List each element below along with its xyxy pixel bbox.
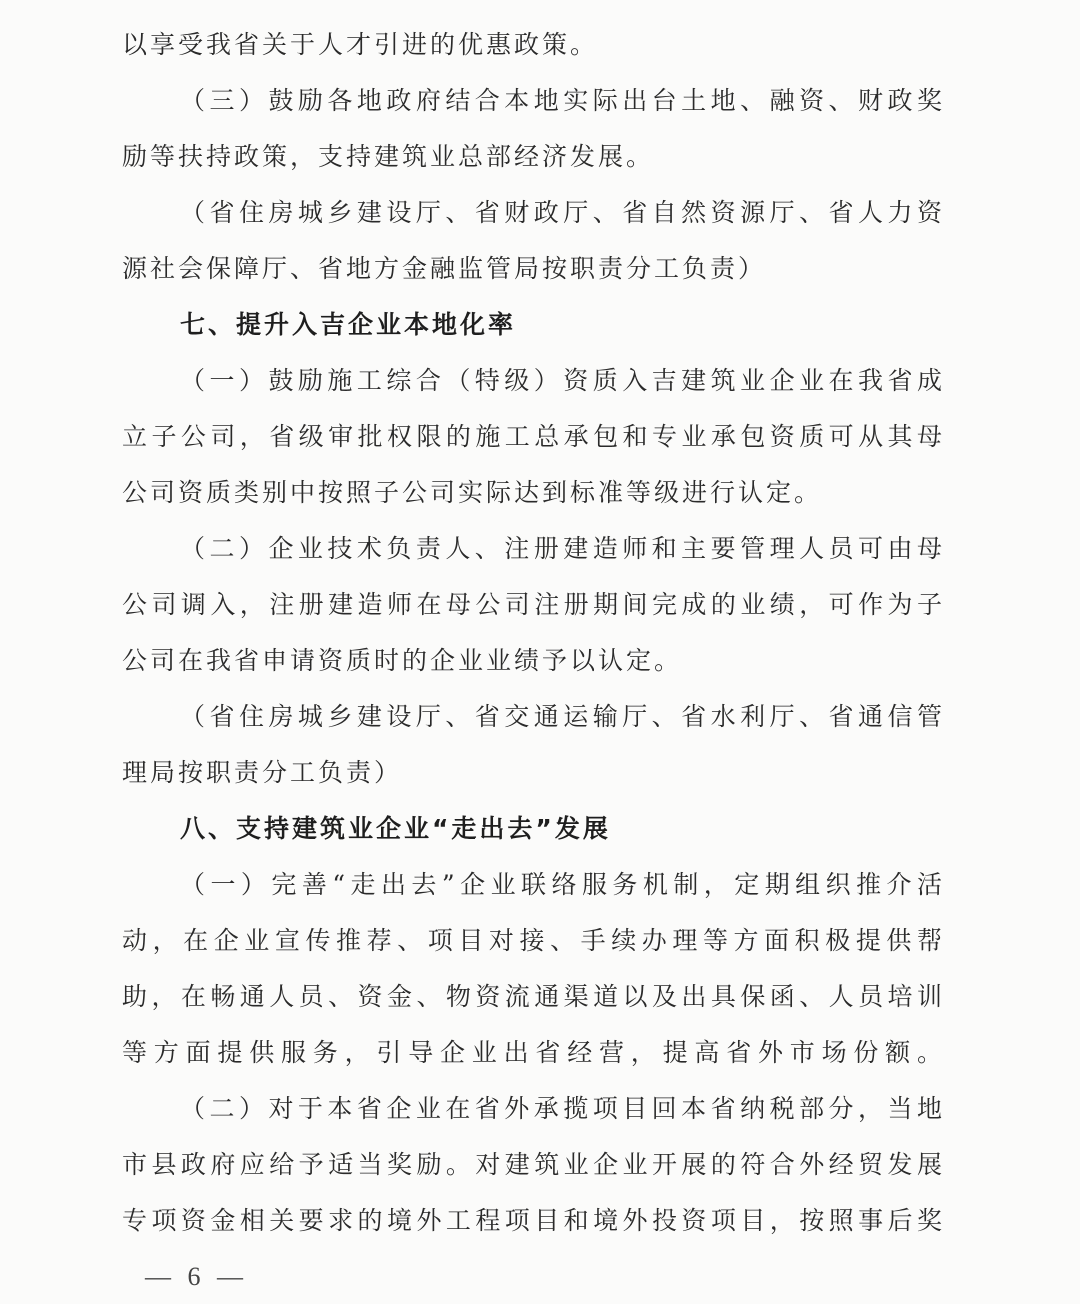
- paragraph-line: 励等扶持政策，支持建筑业总部经济发展。: [122, 142, 655, 171]
- paragraph-line: 等方面提供服务，引导企业出省经营，提高省外市场份额。: [122, 1038, 945, 1067]
- paragraph-line: （一）完善“走出去”企业联络服务机制，定期组织推介活: [180, 870, 945, 899]
- paragraph-line: 立子公司，省级审批权限的施工总承包和专业承包资质可从其母: [122, 422, 945, 451]
- paragraph-line: （三）鼓励各地政府结合本地实际出台土地、融资、财政奖: [180, 86, 945, 115]
- paragraph-line: （省住房城乡建设厅、省财政厅、省自然资源厅、省人力资: [180, 198, 945, 227]
- paragraph-line: 专项资金相关要求的境外工程项目和境外投资项目，按照事后奖: [122, 1206, 945, 1235]
- paragraph-line: 以享受我省关于人才引进的优惠政策。: [122, 30, 599, 59]
- paragraph-line: 源社会保障厅、省地方金融监管局按职责分工负责）: [122, 254, 767, 283]
- document-body: [122, 17, 945, 1249]
- paragraph-line: 公司调入，注册建造师在母公司注册期间完成的业绩，可作为子: [122, 590, 945, 619]
- paragraph-line: 公司在我省申请资质时的企业业绩予以认定。: [122, 646, 683, 675]
- paragraph-line: （一）鼓励施工综合（特级）资质入吉建筑业企业在我省成: [180, 366, 945, 395]
- paragraph-line: 动，在企业宣传推荐、项目对接、手续办理等方面积极提供帮: [122, 926, 945, 955]
- paragraph-line: 公司资质类别中按照子公司实际达到标准等级进行认定。: [122, 478, 823, 507]
- paragraph-line: 理局按职责分工负责）: [122, 758, 403, 787]
- section-heading: 七、提升入吉企业本地化率: [180, 310, 517, 339]
- paragraph-line: 助，在畅通人员、资金、物资流通渠道以及出具保函、人员培训: [122, 982, 945, 1011]
- page-number: — 6 —: [145, 1262, 243, 1291]
- paragraph-line: （省住房城乡建设厅、省交通运输厅、省水利厅、省通信管: [180, 702, 945, 731]
- paragraph-line: （二）企业技术负责人、注册建造师和主要管理人员可由母: [180, 534, 945, 563]
- paragraph-line: （二）对于本省企业在省外承揽项目回本省纳税部分，当地: [180, 1094, 945, 1123]
- paragraph-line: 市县政府应给予适当奖励。对建筑业企业开展的符合外经贸发展: [122, 1150, 945, 1179]
- section-heading: 八、支持建筑业企业“走出去”发展: [180, 814, 611, 843]
